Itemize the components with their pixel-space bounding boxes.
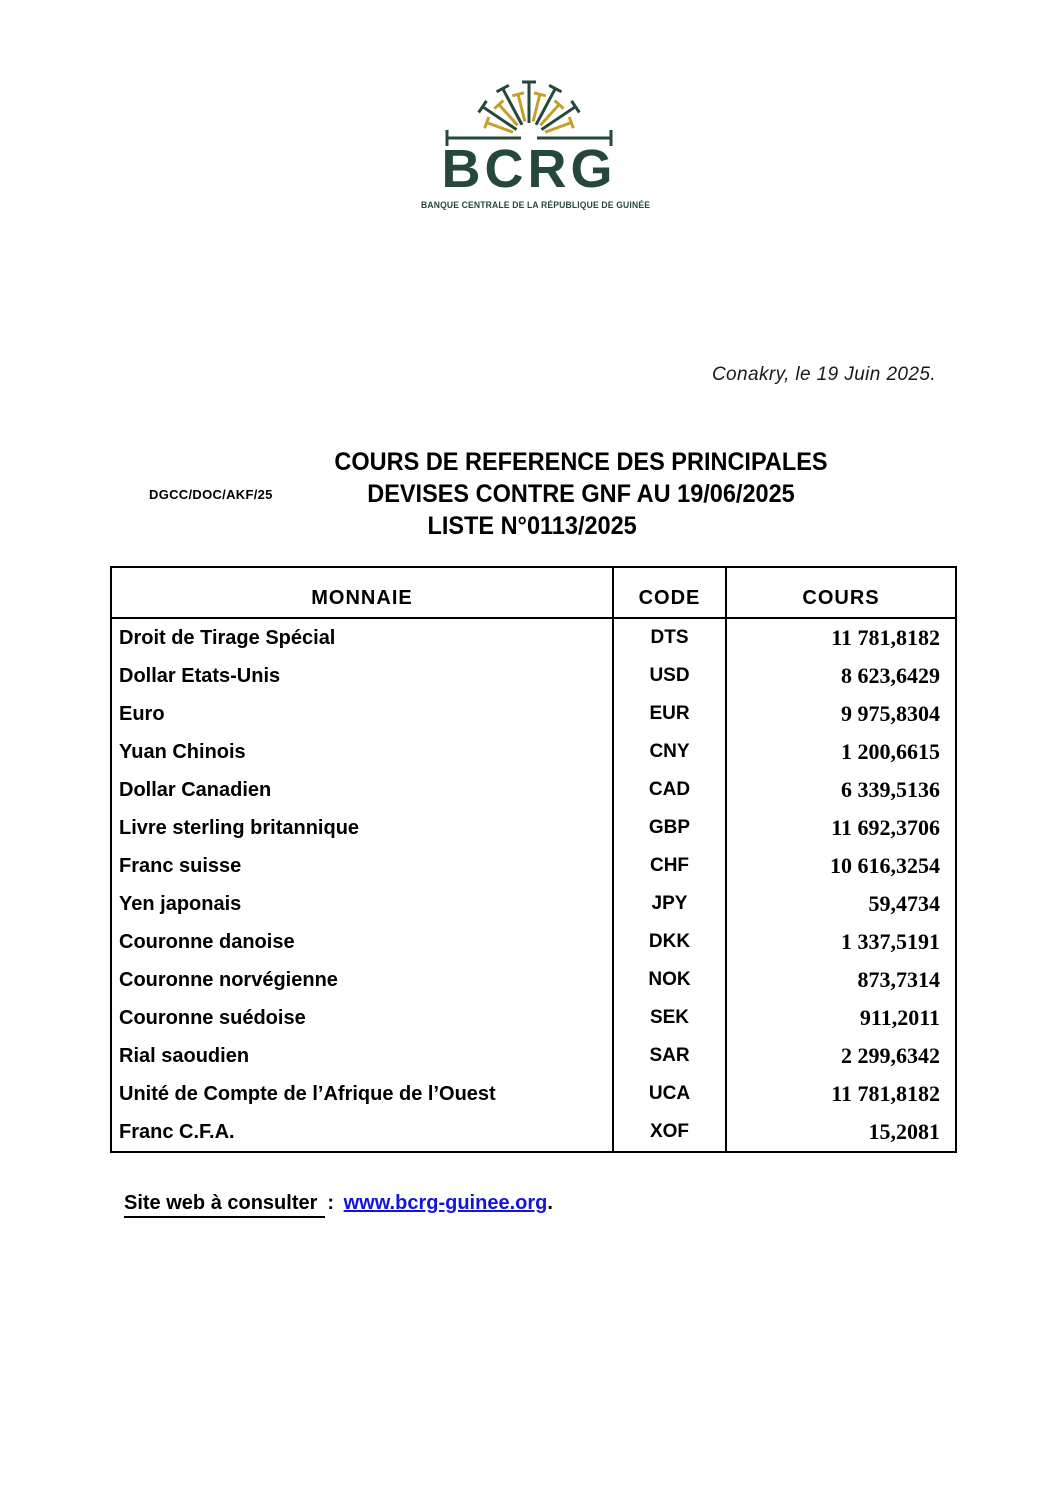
site-link[interactable]: www.bcrg-guinee.org bbox=[343, 1192, 548, 1214]
currency-code-cell: UCA bbox=[613, 1075, 726, 1113]
table-row bbox=[111, 847, 956, 885]
exchange-rate-cell: 2 299,6342 bbox=[726, 1037, 956, 1075]
currency-name-cell: Unité de Compte de l’Afrique de l’Ouest bbox=[111, 1075, 613, 1113]
exchange-rate-cell: 8 623,6429 bbox=[726, 657, 956, 695]
currency-code-cell: DKK bbox=[613, 923, 726, 961]
table-row bbox=[111, 1037, 956, 1075]
exchange-rate-cell: 1 337,5191 bbox=[726, 923, 956, 961]
currency-name-cell: Couronne norvégienne bbox=[111, 961, 613, 999]
currency-code-cell: JPY bbox=[613, 885, 726, 923]
currency-code-cell: CNY bbox=[613, 733, 726, 771]
logo-subtitle: BANQUE CENTRALE DE LA RÉPUBLIQUE DE GUINÉE bbox=[421, 200, 651, 211]
exchange-rate-cell: 9 975,8304 bbox=[726, 695, 956, 733]
currency-name-cell: Euro bbox=[111, 695, 613, 733]
currency-name-cell: Couronne danoise bbox=[111, 923, 613, 961]
currency-name-cell: Franc C.F.A. bbox=[111, 1113, 613, 1152]
currency-name-cell: Droit de Tirage Spécial bbox=[111, 618, 613, 657]
table-row bbox=[111, 999, 956, 1037]
currency-code-cell: DTS bbox=[613, 618, 726, 657]
footer-note bbox=[124, 1192, 553, 1218]
table-header-row bbox=[111, 567, 956, 618]
rates-table-body bbox=[111, 618, 956, 1152]
exchange-rate-cell: 59,4734 bbox=[726, 885, 956, 923]
currency-code-cell: EUR bbox=[613, 695, 726, 733]
title-line-3: LISTE N°0113/2025 bbox=[427, 512, 637, 540]
title-line-1: COURS DE REFERENCE DES PRINCIPALES bbox=[334, 448, 828, 476]
column-header-cours: COURS bbox=[726, 567, 956, 618]
currency-code-cell: SAR bbox=[613, 1037, 726, 1075]
currency-name-cell: Dollar Etats-Unis bbox=[111, 657, 613, 695]
currency-code-cell: USD bbox=[613, 657, 726, 695]
table-row bbox=[111, 923, 956, 961]
table-row bbox=[111, 961, 956, 999]
currency-code-cell: GBP bbox=[613, 809, 726, 847]
document-reference: DGCC/DOC/AKF/25 bbox=[149, 487, 273, 502]
logo-acronym: BCRG bbox=[441, 139, 617, 199]
footer-period: . bbox=[547, 1192, 553, 1214]
table-row bbox=[111, 1113, 956, 1152]
currency-code-cell: CAD bbox=[613, 771, 726, 809]
exchange-rate-cell: 873,7314 bbox=[726, 961, 956, 999]
column-header-code: CODE bbox=[613, 567, 726, 618]
currency-name-cell: Couronne suédoise bbox=[111, 999, 613, 1037]
exchange-rate-cell: 11 781,8182 bbox=[726, 1075, 956, 1113]
currency-code-cell: SEK bbox=[613, 999, 726, 1037]
table-row bbox=[111, 733, 956, 771]
site-label: Site web à consulter bbox=[124, 1192, 325, 1218]
currency-name-cell: Rial saoudien bbox=[111, 1037, 613, 1075]
table-row bbox=[111, 695, 956, 733]
rates-table bbox=[110, 566, 957, 1153]
exchange-rate-cell: 911,2011 bbox=[726, 999, 956, 1037]
document-title bbox=[271, 446, 891, 542]
table-row bbox=[111, 657, 956, 695]
table-row bbox=[111, 618, 956, 657]
currency-code-cell: XOF bbox=[613, 1113, 726, 1152]
currency-code-cell: CHF bbox=[613, 847, 726, 885]
currency-name-cell: Franc suisse bbox=[111, 847, 613, 885]
currency-name-cell: Dollar Canadien bbox=[111, 771, 613, 809]
table-row bbox=[111, 771, 956, 809]
date-line: Conakry, le 19 Juin 2025. bbox=[711, 364, 936, 385]
currency-name-cell: Yen japonais bbox=[111, 885, 613, 923]
table-row bbox=[111, 809, 956, 847]
currency-name-cell: Yuan Chinois bbox=[111, 733, 613, 771]
currency-code-cell: NOK bbox=[613, 961, 726, 999]
bcrg-logo bbox=[409, 68, 649, 211]
table-row bbox=[111, 885, 956, 923]
title-line-2: DEVISES CONTRE GNF AU 19/06/2025 bbox=[367, 480, 795, 508]
table-row bbox=[111, 1075, 956, 1113]
exchange-rate-cell: 15,2081 bbox=[726, 1113, 956, 1152]
exchange-rate-cell: 10 616,3254 bbox=[726, 847, 956, 885]
footer-colon: : bbox=[327, 1192, 335, 1214]
exchange-rate-cell: 11 692,3706 bbox=[726, 809, 956, 847]
logo-rays-icon bbox=[441, 68, 617, 148]
exchange-rate-cell: 6 339,5136 bbox=[726, 771, 956, 809]
column-header-monnaie: MONNAIE bbox=[111, 567, 613, 618]
exchange-rate-cell: 11 781,8182 bbox=[726, 618, 956, 657]
exchange-rate-cell: 1 200,6615 bbox=[726, 733, 956, 771]
currency-name-cell: Livre sterling britannique bbox=[111, 809, 613, 847]
